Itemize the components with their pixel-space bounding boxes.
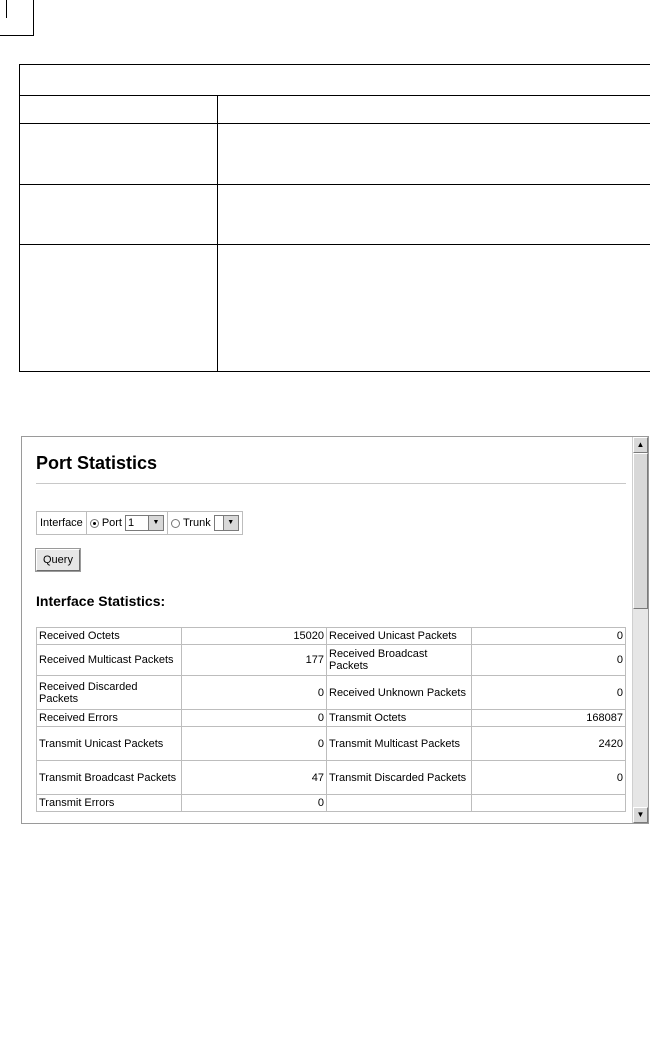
stat-label: Transmit Broadcast Packets xyxy=(37,761,182,795)
stat-value: 0 xyxy=(182,795,327,812)
stat-value: 0 xyxy=(182,727,327,761)
interface-label: Interface xyxy=(37,512,87,534)
scroll-up-icon[interactable]: ▲ xyxy=(633,437,648,453)
port-radio-label: Port xyxy=(101,517,122,529)
table-column-divider xyxy=(217,96,218,371)
stat-label xyxy=(327,795,472,812)
stat-value: 0 xyxy=(472,628,626,645)
stat-value: 168087 xyxy=(472,710,626,727)
vertical-scrollbar[interactable] xyxy=(632,437,648,823)
table-row xyxy=(37,761,626,795)
table-rule xyxy=(20,123,650,124)
stat-value: 0 xyxy=(472,676,626,710)
trunk-radio-label: Trunk xyxy=(183,517,211,529)
interface-selector xyxy=(36,511,243,535)
table-row xyxy=(37,727,626,761)
chevron-down-icon[interactable]: ▼ xyxy=(148,516,163,530)
stat-value xyxy=(472,795,626,812)
stat-label: Transmit Multicast Packets xyxy=(327,727,472,761)
stat-label: Received Unknown Packets xyxy=(327,676,472,710)
stat-value: 0 xyxy=(472,761,626,795)
chevron-down-icon[interactable]: ▼ xyxy=(223,516,238,530)
table-row xyxy=(37,645,626,676)
stat-label: Received Multicast Packets xyxy=(37,645,182,676)
stat-label: Received Octets xyxy=(37,628,182,645)
page-content xyxy=(22,437,632,823)
browser-window xyxy=(21,436,649,824)
scroll-down-icon[interactable]: ▼ xyxy=(633,807,648,823)
section-title: Interface Statistics: xyxy=(36,593,166,609)
stat-label: Transmit Unicast Packets xyxy=(37,727,182,761)
table-row xyxy=(37,676,626,710)
trunk-radio[interactable] xyxy=(171,519,180,528)
stat-value: 0 xyxy=(182,676,327,710)
stat-label: Received Errors xyxy=(37,710,182,727)
table-row xyxy=(37,795,626,812)
port-select-value: 1 xyxy=(128,517,135,529)
title-divider xyxy=(36,483,626,484)
table-rule xyxy=(20,95,650,96)
stat-label: Transmit Discarded Packets xyxy=(327,761,472,795)
stat-value: 0 xyxy=(472,645,626,676)
stat-label: Transmit Errors xyxy=(37,795,182,812)
table-row xyxy=(37,628,626,645)
stat-label: Received Broadcast Packets xyxy=(327,645,472,676)
stat-value: 177 xyxy=(182,645,327,676)
trunk-option xyxy=(168,512,242,534)
table-rule xyxy=(20,244,650,245)
stat-value: 15020 xyxy=(182,628,327,645)
port-radio[interactable] xyxy=(90,519,99,528)
port-option xyxy=(87,512,168,534)
stat-label: Received Discarded Packets xyxy=(37,676,182,710)
trunk-select[interactable] xyxy=(214,515,239,531)
query-button[interactable]: Query xyxy=(36,549,80,571)
port-select[interactable] xyxy=(125,515,164,531)
stat-label: Received Unicast Packets xyxy=(327,628,472,645)
table-row xyxy=(37,710,626,727)
document-table xyxy=(19,64,650,372)
stat-value: 2420 xyxy=(472,727,626,761)
stat-value: 47 xyxy=(182,761,327,795)
statistics-table xyxy=(36,627,626,812)
stat-label: Transmit Octets xyxy=(327,710,472,727)
stat-value: 0 xyxy=(182,710,327,727)
page-title: Port Statistics xyxy=(36,453,158,473)
scroll-thumb[interactable] xyxy=(633,453,648,609)
crop-mark xyxy=(0,0,34,36)
table-rule xyxy=(20,184,650,185)
